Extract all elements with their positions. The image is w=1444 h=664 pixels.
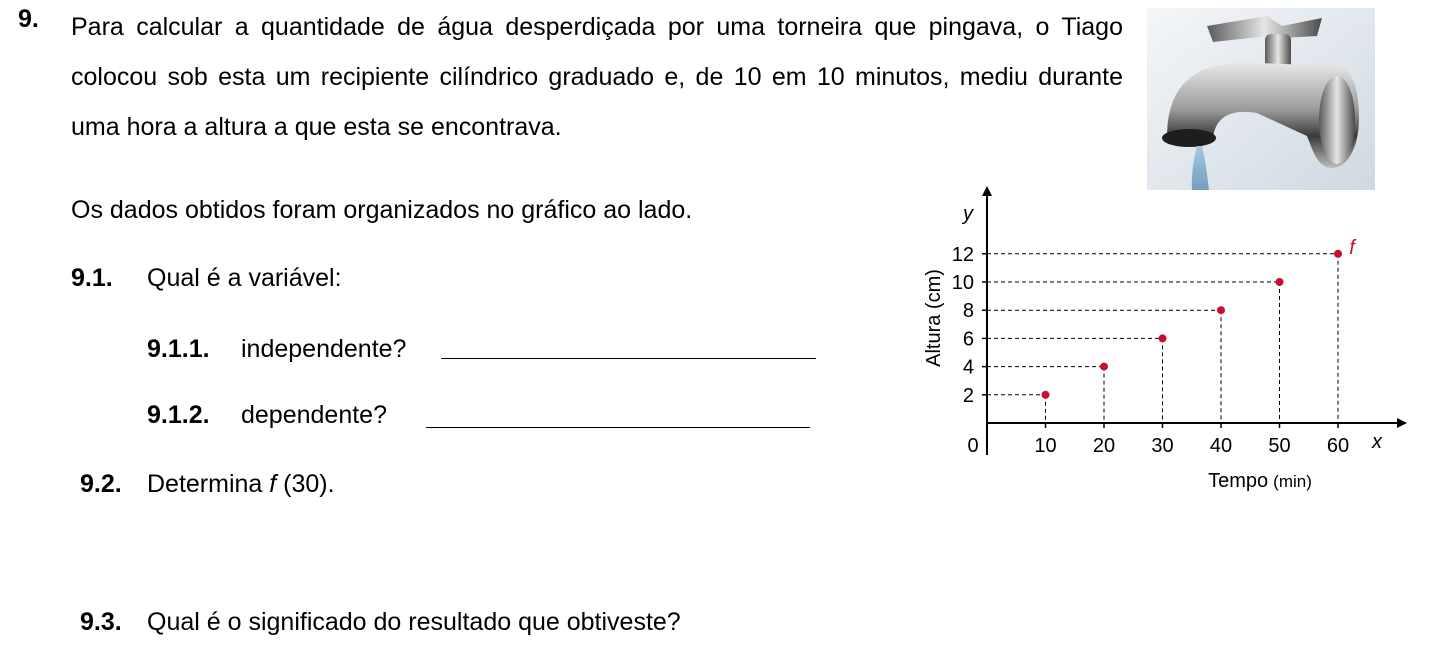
x-tick-label: 50 [1268, 435, 1291, 457]
x-tick-label: 10 [1034, 435, 1057, 457]
question-9-2-text-after: (30). [276, 470, 335, 498]
data-point [1334, 250, 1342, 258]
x-ticks [967, 423, 1349, 457]
data-points [1042, 250, 1343, 399]
y-ticks [952, 244, 987, 407]
answer-line-independente[interactable] [441, 358, 816, 359]
question-9-3-text: Qual é o significado do resultado que obtiveste? [147, 608, 681, 636]
y-axis-letter: y [963, 203, 973, 225]
question-9-2-text-before: Determina [147, 470, 270, 498]
x-axis-letter: x [1372, 431, 1382, 453]
x-axis-label-unit: (min) [1273, 472, 1312, 491]
data-sentence: Os dados obtidos foram organizados no gráfico ao lado. [71, 196, 693, 224]
question-9-2-text [147, 469, 335, 499]
x-tick-label: 0 [967, 435, 979, 457]
question-9-1-text: Qual é a variável: [147, 264, 342, 292]
y-axis-label: Altura (cm) [923, 269, 945, 367]
y-tick-label: 10 [951, 272, 974, 294]
y-tick-label: 8 [962, 300, 974, 323]
y-tick-label: 2 [962, 384, 974, 407]
y-tick-label: 12 [951, 243, 974, 266]
answer-line-dependente[interactable] [426, 427, 810, 428]
x-axis-label [1208, 470, 1312, 492]
y-tick-label: 4 [962, 356, 974, 379]
question-9-1-number: 9.1. [71, 264, 113, 292]
x-tick-label: 40 [1209, 435, 1233, 457]
x-tick-label: 60 [1326, 435, 1350, 457]
x-tick-label: 20 [1092, 435, 1116, 457]
question-9-2-number: 9.2. [80, 470, 122, 498]
question-9-number: 9. [18, 5, 39, 33]
data-point [1276, 278, 1284, 286]
x-tick-label: 30 [1151, 435, 1174, 457]
data-point [1042, 391, 1050, 399]
x-axis-label-main: Tempo [1208, 470, 1269, 492]
question-9-3-number: 9.3. [80, 608, 122, 636]
data-point [1100, 363, 1108, 371]
data-point [1217, 306, 1225, 314]
faucet-photo [1147, 8, 1375, 190]
height-time-chart [900, 182, 1420, 502]
y-tick-label: 6 [962, 328, 974, 351]
question-9-1-1-number: 9.1.1. [147, 335, 210, 363]
question-9-intro: Para calcular a quantidade de água desperdiçada por uma torneira que pingava, o Tiago colocou sob esta um recipiente cilíndrico graduado e, de 10 em 10 minutos, mediu durante uma hora a altura a que esta se encontrava. [71, 13, 1123, 141]
question-9-2-function: f [269, 470, 277, 498]
question-9-1-2-number: 9.1.2. [147, 401, 210, 429]
data-point [1159, 334, 1167, 342]
series-label-f: f [1349, 237, 1355, 259]
question-9-1-1-text: independente? [241, 335, 407, 363]
question-9-1-2-text: dependente? [241, 401, 387, 429]
